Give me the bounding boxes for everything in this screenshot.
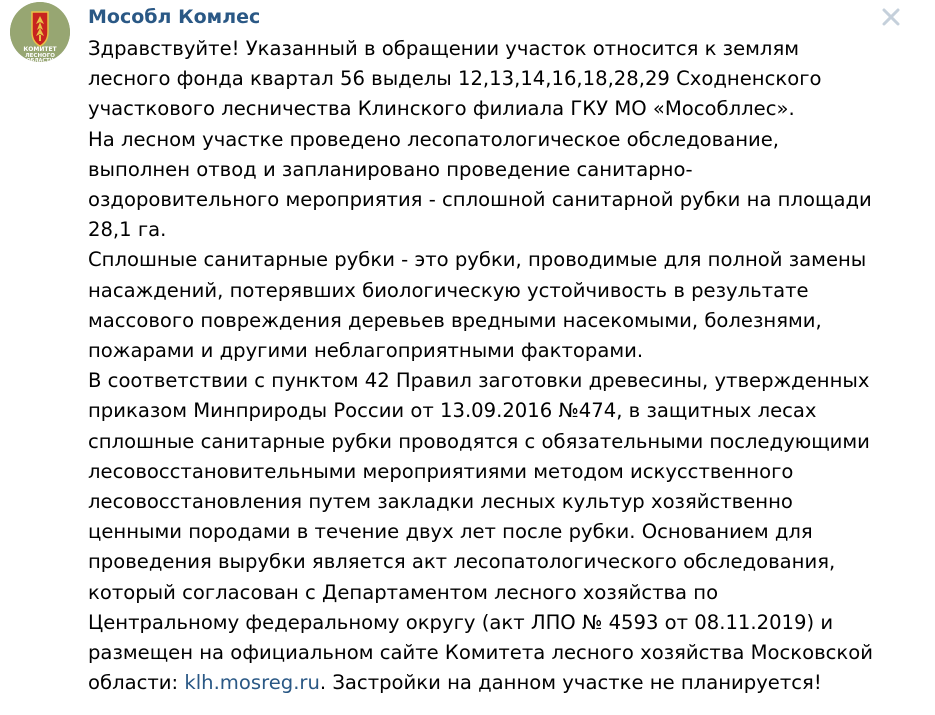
text-line: лесного фонда квартал 56 выделы 12,13,14,16,18,28,29 Сходненского — [88, 67, 822, 91]
text-line: выполнен отвод и запланировано проведение санитарно- — [88, 157, 693, 181]
logo-line-3: ОБЛАСТИ — [26, 58, 54, 62]
text-line: участкового лесничества Клинского филиала ГКУ МО «Мособллес». — [88, 97, 795, 121]
text-line-last — [88, 668, 923, 698]
last-line-suffix: . Застройки на данном участке не планируется! — [319, 671, 822, 695]
last-line-prefix: области: — [88, 671, 185, 695]
logo-line-2: ЛЕСНОГО — [25, 53, 55, 59]
text-line: оздоровительного мероприятия - сплошной санитарной рубки на площади — [88, 188, 872, 212]
text-line: размещен на официальном сайте Комитета лесного хозяйства Московской — [88, 641, 873, 665]
text-line: приказом Минприроды России от 13.09.2016 №474, в защитных лесах — [88, 399, 817, 423]
text-line: В соответствии с пунктом 42 Правил заготовки древесины, утвержденных — [88, 369, 870, 393]
text-line: массового повреждения деревьев вредными насекомыми, болезнями, — [88, 308, 822, 332]
text-line: На лесном участке проведено лесопатологическое обследование, — [88, 127, 780, 151]
text-line: лесовосстановительными мероприятиями методом искусственного — [88, 459, 794, 483]
text-line: который согласован с Департаментом лесного хозяйства по — [88, 580, 719, 604]
text-line: пожарами и другими неблагоприятными факторами. — [88, 339, 644, 363]
text-line: 28,1 га. — [88, 218, 167, 242]
text-line: ценными породами в течение двух лет после рубки. Основанием для — [88, 520, 813, 544]
avatar[interactable] — [10, 2, 70, 62]
text-line: Сплошные санитарные рубки - это рубки, проводимые для полной замены — [88, 248, 867, 272]
text-line: насаждений, потерявших биологическую устойчивость в результате — [88, 278, 809, 302]
author-name[interactable]: Мособл Комлес — [88, 6, 261, 28]
comment-text — [88, 34, 923, 698]
text-line: проведения вырубки является акт лесопатологического обследования, — [88, 550, 836, 574]
text-line: Здравствуйте! Указанный в обращении участок относится к землям — [88, 37, 800, 60]
text-line: Центральному федеральному округу (акт ЛПО № 4593 от 08.11.2019) и — [88, 610, 834, 634]
text-line: сплошные санитарные рубки проводятся с обязательными последующими — [88, 429, 870, 453]
close-icon — [879, 5, 903, 29]
emblem-logo — [10, 2, 70, 62]
text-line: лесовосстановления путем закладки лесных культур хозяйственно — [88, 490, 793, 514]
logo-line-1: КОМИТЕТ — [23, 46, 57, 53]
close-button[interactable] — [879, 5, 903, 29]
website-link[interactable]: klh.mosreg.ru — [184, 671, 320, 695]
